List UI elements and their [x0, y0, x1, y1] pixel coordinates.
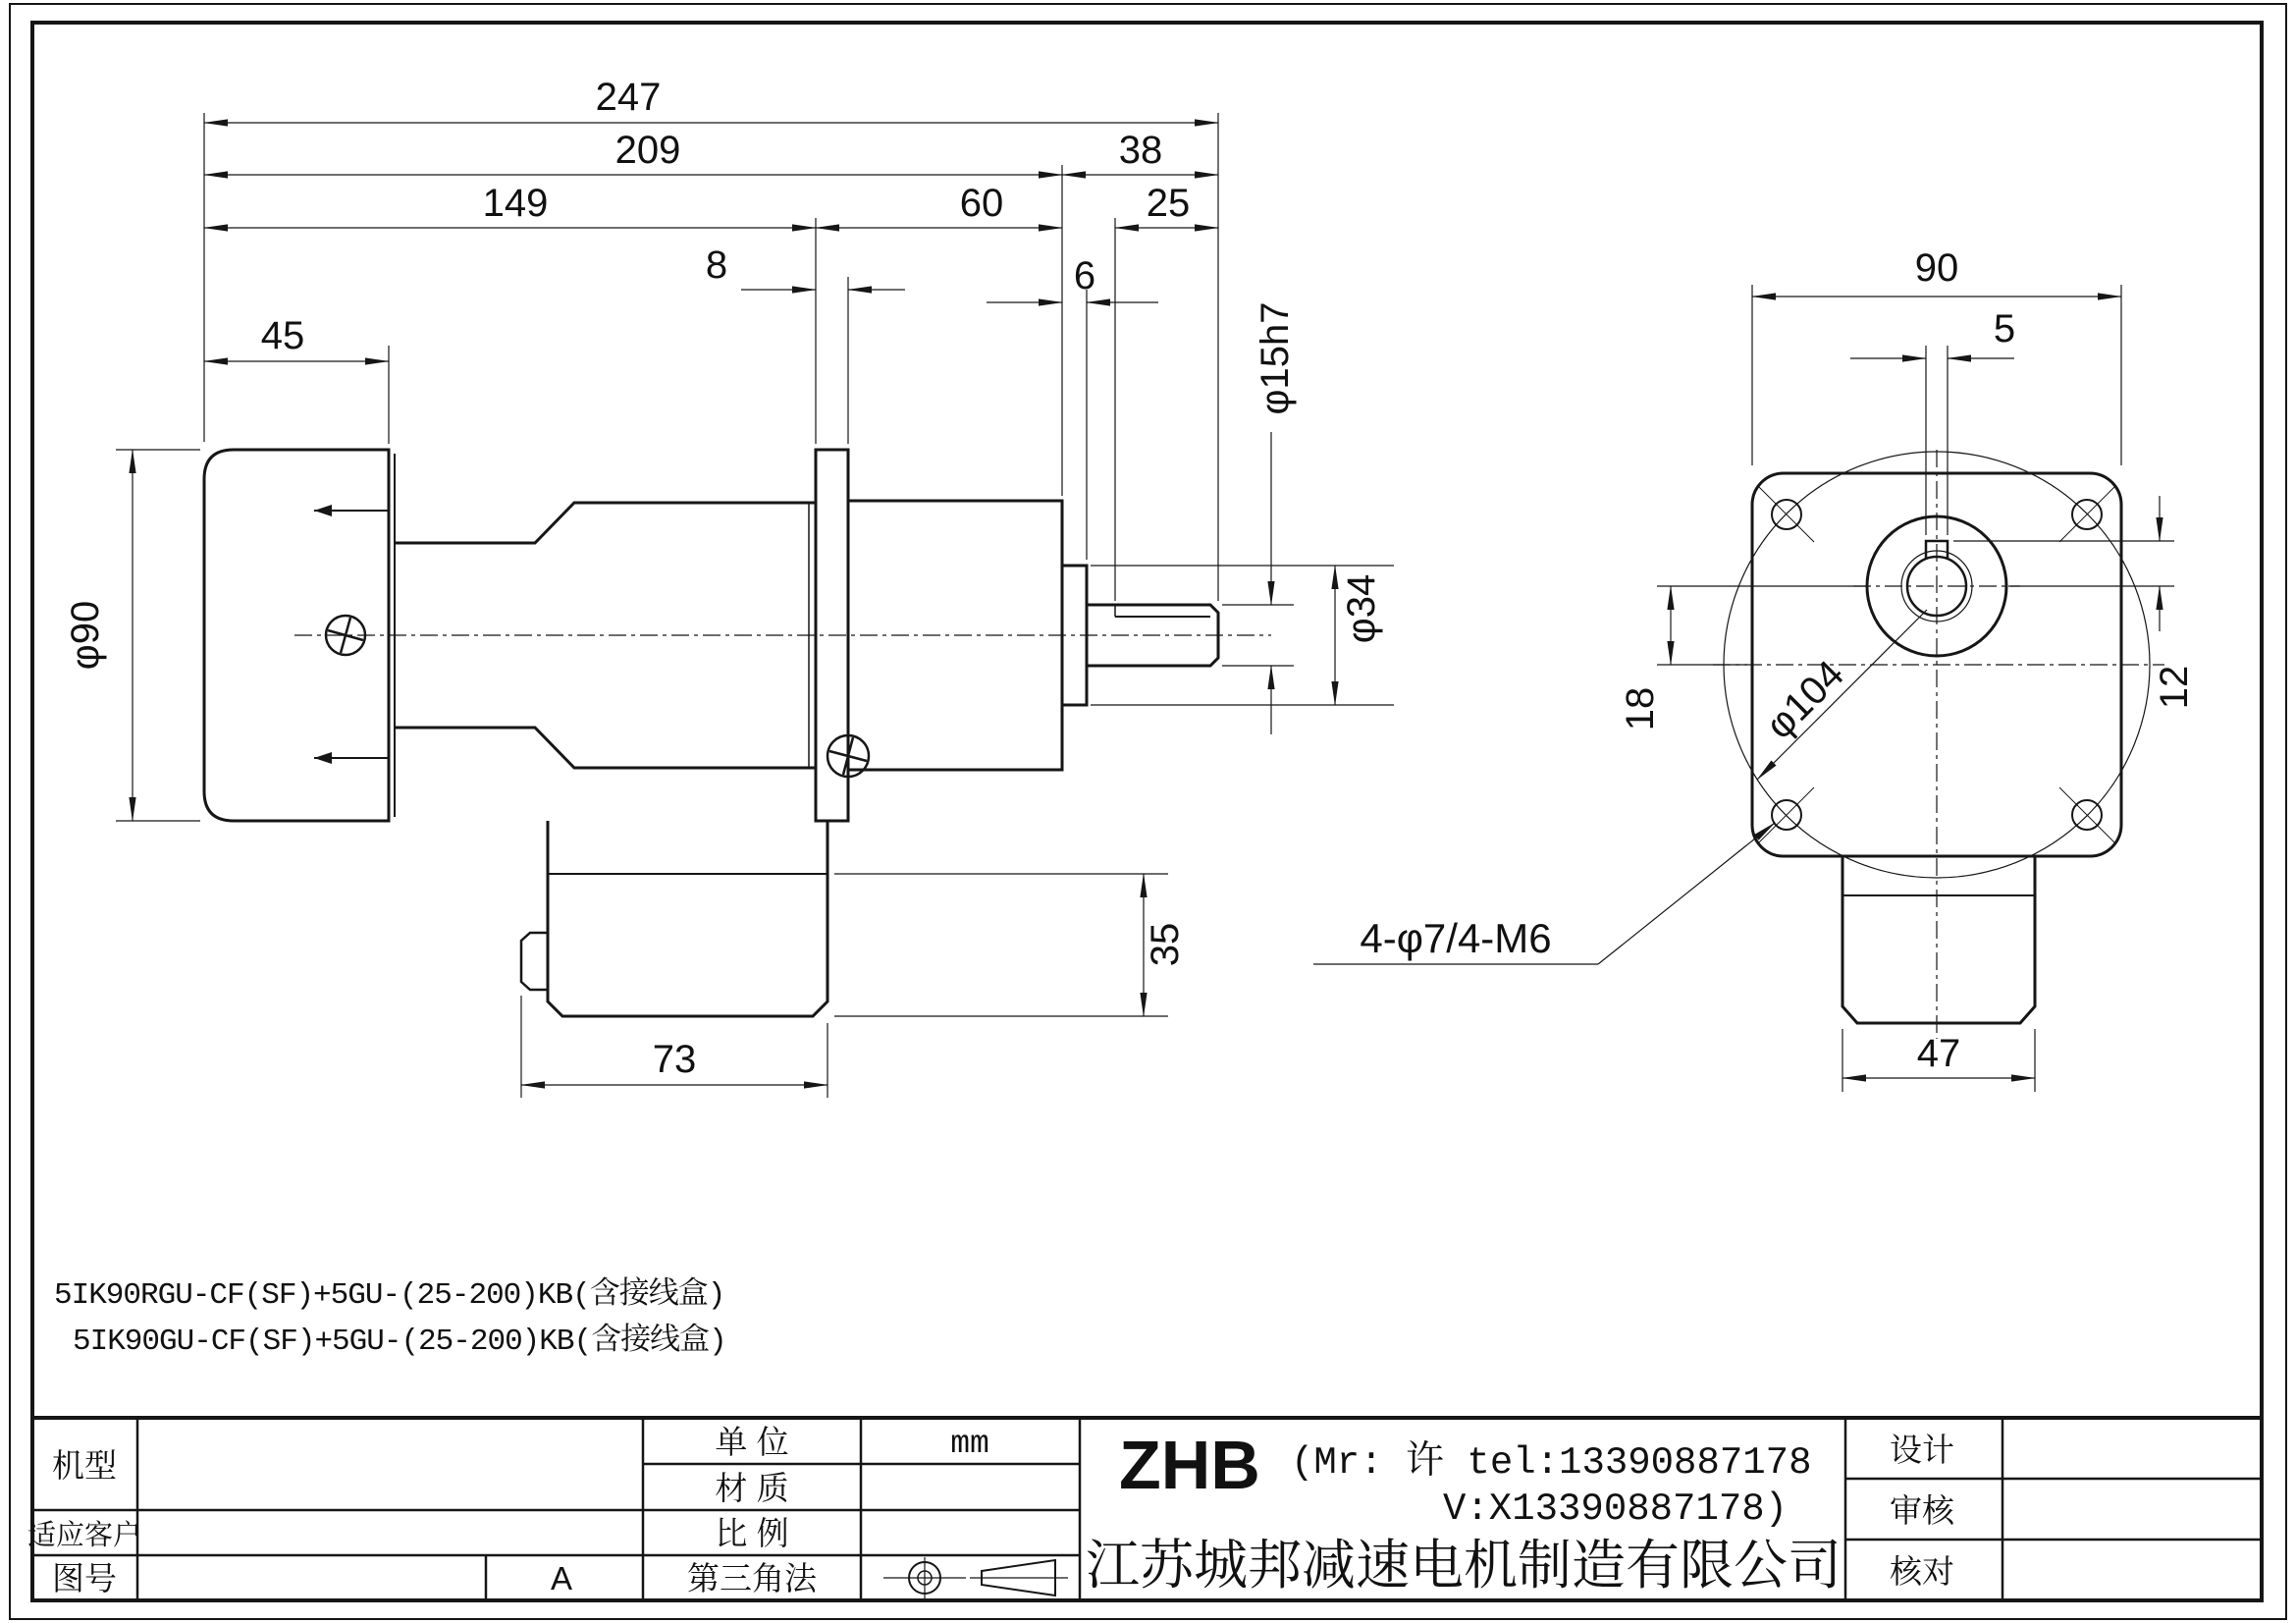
seam-arrow-top	[314, 505, 332, 516]
end-view-dimensions	[1313, 285, 2174, 1092]
model-line-2: 5IK90GU-CF(SF)+5GU-(25-200)KB(含接线盒)	[73, 1325, 726, 1359]
dim-35: 35	[1144, 922, 1187, 967]
dim-38: 38	[1118, 129, 1163, 172]
dim-90: 90	[1914, 246, 1959, 290]
revision-value: A	[550, 1560, 573, 1596]
dim-247: 247	[595, 76, 662, 119]
dim-12: 12	[2153, 665, 2196, 710]
dim-149: 149	[482, 182, 549, 225]
side-view	[204, 450, 1271, 1016]
label-projection: 第三角法	[687, 1560, 817, 1596]
model-notes	[54, 1276, 726, 1359]
label-design: 设计	[1890, 1432, 1954, 1468]
end-view	[1713, 450, 2164, 1039]
label-drawing-no: 图号	[52, 1560, 117, 1596]
dim-25: 25	[1146, 182, 1191, 225]
label-check: 核对	[1890, 1553, 1954, 1590]
unit-value: mm	[950, 1426, 989, 1462]
dim-8: 8	[705, 243, 728, 287]
third-angle-symbol	[883, 1557, 1068, 1598]
contact-line-2: V:X13390887178)	[1443, 1488, 1789, 1531]
dim-209: 209	[614, 129, 681, 172]
label-unit: 单 位	[715, 1424, 789, 1460]
stator-top-profile	[395, 503, 816, 543]
model-line-1: 5IK90RGU-CF(SF)+5GU-(25-200)KB(含接线盒)	[54, 1278, 725, 1313]
dim-18: 18	[1619, 686, 1662, 731]
label-material: 材 质	[715, 1470, 789, 1506]
label-review: 审核	[1890, 1492, 1954, 1529]
terminal-box	[548, 821, 828, 1016]
end-extension-lines	[1657, 285, 2174, 1092]
brand-text: ZHB	[1119, 1427, 1260, 1503]
dim-dia90: φ90	[64, 600, 107, 671]
end-view-dim-texts	[1360, 246, 2196, 1075]
seam-arrow-bottom	[314, 752, 332, 764]
side-view-dim-texts	[64, 76, 1383, 1081]
cable-gland	[521, 933, 548, 990]
dim-holes: 4-φ7/4-M6	[1360, 915, 1552, 961]
stator-bottom-profile	[395, 728, 816, 768]
end-terminal-box	[1842, 856, 2035, 1023]
label-customer: 适应客户	[27, 1520, 142, 1551]
dim-dia34: φ34	[1340, 573, 1383, 644]
dim-45: 45	[260, 314, 305, 357]
dim-dia15h7: φ15h7	[1254, 301, 1297, 415]
dim-73: 73	[652, 1038, 697, 1081]
leader-holes	[1598, 823, 1775, 964]
company-name: 江苏城邦减速电机制造有限公司	[1086, 1536, 1842, 1596]
dim-47: 47	[1916, 1032, 1961, 1075]
dim-6: 6	[1073, 254, 1096, 298]
label-model: 机型	[52, 1447, 117, 1484]
dim-5: 5	[1993, 307, 2016, 351]
label-scale: 比 例	[715, 1515, 789, 1551]
contact-line-1: (Mr: 许 tel:13390887178	[1291, 1441, 1812, 1485]
dim-60: 60	[959, 182, 1004, 225]
dim-dia104: φ104	[1757, 652, 1853, 748]
